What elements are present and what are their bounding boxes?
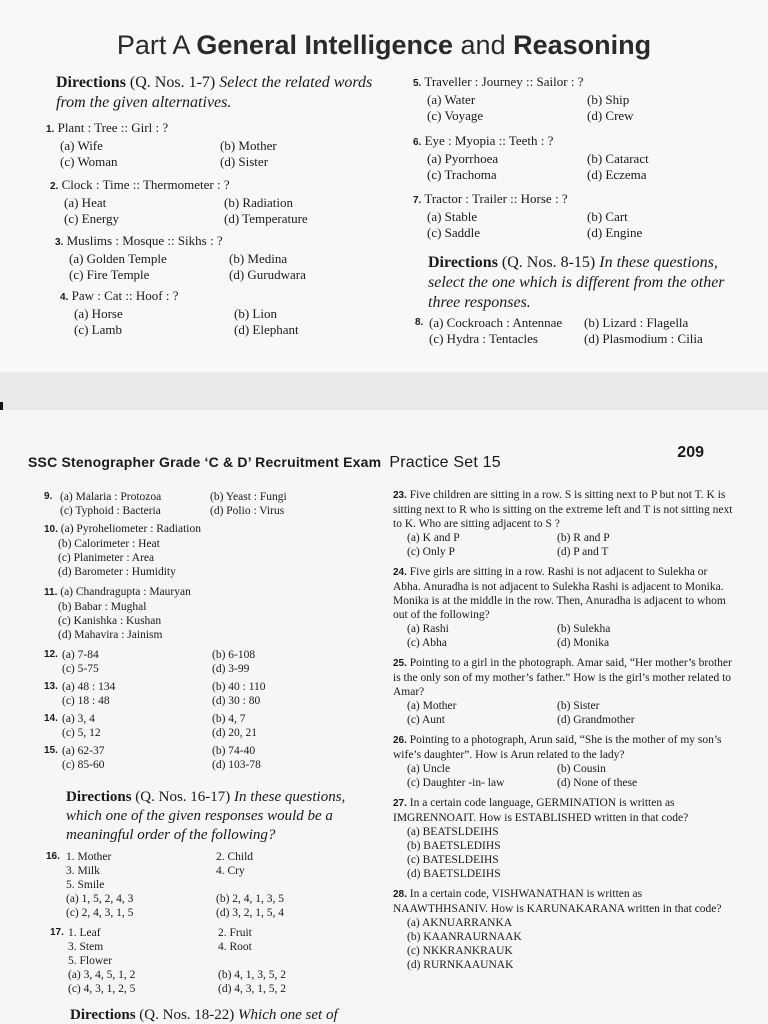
- option-c: (c) Daughter -in- law: [407, 777, 505, 789]
- question-text: Five girls are sitting in a row. Rashi is not adjacent to Sulekha or Abha. Anuradha is not adjacent to Sulekha Rashi is adjacent to Monika. Monika is at the middle in the row. Then, Anuradha is adjacent to whom out of the following?: [393, 566, 726, 621]
- item-5: 5. Flower: [68, 955, 113, 967]
- option-d: (d) BAETSLDEIHS: [407, 868, 501, 880]
- question-4: [60, 288, 390, 338]
- option-c: (c) Lamb: [74, 322, 123, 337]
- option-b: (b) Cousin: [557, 763, 606, 775]
- option-b: (b) Sister: [557, 700, 600, 712]
- option-a: (a) Malaria : Protozoa: [60, 491, 162, 503]
- directions-1: [56, 73, 374, 113]
- question-10: [44, 522, 374, 579]
- option-d: (d) Gurudwara: [229, 267, 306, 282]
- option-c: (c) Woman: [60, 154, 118, 169]
- option-d: (d) Temperature: [224, 211, 308, 226]
- directions-range: (Q. Nos. 18-22): [139, 1007, 235, 1023]
- question-text: Tractor : Trailer :: Horse : ?: [424, 191, 568, 206]
- question-9: [44, 490, 374, 518]
- option-a: (a) K and P: [407, 532, 460, 544]
- option-a: (a) Horse: [74, 306, 123, 321]
- option-b: (b) Cataract: [587, 151, 649, 166]
- title-end: Reasoning: [513, 30, 652, 60]
- option-d: (d) Crew: [587, 108, 634, 123]
- directions-text: Select the related words from the given alternatives.: [56, 74, 373, 111]
- option-d: (d) None of these: [557, 777, 638, 789]
- option-b: (b) Yeast : Fungi: [210, 491, 287, 503]
- question-3: [55, 233, 385, 283]
- page-gap: [0, 372, 768, 410]
- option-c: (c) 5, 12: [62, 727, 101, 739]
- question-text: In a certain code language, GERMINATION is written as IMGRENNOAIT. How is ESTABLISHED written in that code?: [393, 797, 689, 824]
- item-5: 5. Smile: [66, 879, 105, 891]
- page-title: [0, 30, 768, 61]
- question-text: Muslims : Mosque :: Sikhs : ?: [66, 233, 223, 248]
- question-11: [44, 585, 374, 642]
- directions-4: [70, 1006, 390, 1024]
- question-16: [46, 850, 376, 920]
- option-b: (b) Medina: [229, 251, 288, 266]
- left-column: [44, 490, 374, 772]
- option-a: (a) Rashi: [407, 623, 449, 635]
- option-c: (c) Saddle: [427, 225, 481, 240]
- option-a: (a) Golden Temple: [69, 251, 167, 266]
- option-b: (b) BAETSLEDIHS: [407, 840, 501, 852]
- option-d: (d) 30 : 80: [212, 695, 261, 707]
- option-b: (b) Babar : Mughal: [58, 601, 147, 613]
- option-d: (d) Grandmother: [557, 714, 635, 726]
- question-number: 8.: [415, 317, 424, 328]
- option-b: (b) Ship: [587, 92, 630, 107]
- option-d: (d) 3, 2, 1, 5, 4: [216, 907, 285, 919]
- directions-text: In these questions, select the one which is different from the other three responses.: [428, 254, 725, 311]
- question-number: 9.: [44, 491, 53, 502]
- option-c: (c) BATESLDEIHS: [407, 854, 499, 866]
- option-d: (d) Barometer : Humidity: [58, 566, 176, 578]
- option-b: (b) 74-40: [212, 745, 256, 757]
- directions-range: (Q. Nos. 8-15): [501, 254, 596, 271]
- question-number: 11.: [44, 587, 58, 598]
- option-d: (d) 3-99: [212, 663, 250, 675]
- question-number: 7.: [413, 195, 422, 206]
- option-a: (a) AKNUARRANKA: [407, 917, 513, 929]
- question-number: 15.: [44, 745, 58, 756]
- option-b: (b) Lizard : Flagella: [584, 315, 689, 330]
- option-d: (d) Polio : Virus: [210, 505, 285, 517]
- option-a: (a) Cockroach : Antennae: [429, 315, 563, 330]
- option-d: (d) Elephant: [234, 322, 299, 337]
- option-d: (d) Monika: [557, 637, 610, 649]
- question-number: 3.: [55, 237, 64, 248]
- question-number: 13.: [44, 681, 58, 692]
- option-c: (c) Kanishka : Kushan: [58, 615, 162, 627]
- option-a: (a) 3, 4: [62, 713, 95, 725]
- question-text: Plant : Tree :: Girl : ?: [57, 120, 169, 135]
- directions-text: Which one set of: [238, 1007, 338, 1023]
- question-text: Paw : Cat :: Hoof : ?: [71, 288, 179, 303]
- page-edge: [0, 402, 3, 410]
- question-number: 25.: [393, 658, 407, 669]
- option-b: (b) Mother: [220, 138, 277, 153]
- option-b: (b) 6-108: [212, 649, 256, 661]
- option-a: (a) 1, 5, 2, 4, 3: [66, 893, 134, 905]
- option-a: (a) BEATSLDEIHS: [407, 826, 499, 838]
- question-14: [44, 712, 374, 740]
- option-a: (a) 3, 4, 5, 1, 2: [68, 969, 136, 981]
- right-column: [393, 488, 735, 972]
- directions-label: Directions: [428, 254, 498, 271]
- option-d: (d) 4, 3, 1, 5, 2: [218, 983, 287, 995]
- option-d: (d) Engine: [587, 225, 643, 240]
- question-number: 10.: [44, 524, 58, 535]
- item-1: 1. Leaf: [68, 927, 101, 939]
- directions-range: (Q. Nos. 16-17): [135, 789, 231, 805]
- option-d: (d) 103-78: [212, 759, 261, 771]
- question-15: [44, 744, 374, 772]
- question-2: [50, 177, 380, 227]
- directions-label: Directions: [56, 74, 126, 91]
- directions-2: [428, 253, 746, 313]
- question-number: 17.: [50, 927, 64, 938]
- question-8: [415, 315, 745, 347]
- question-number: 12.: [44, 649, 58, 660]
- item-4: 4. Root: [218, 941, 252, 953]
- exam-title: SSC Stenographer Grade ‘C & D’ Recruitment Exam: [28, 454, 382, 470]
- option-a: (a) Heat: [64, 195, 107, 210]
- question-17: [50, 926, 380, 996]
- page-number: 209: [677, 444, 704, 461]
- question-text: Eye : Myopia :: Teeth : ?: [424, 133, 554, 148]
- option-c: (c) 4, 3, 1, 2, 5: [68, 983, 136, 995]
- option-c: (c) Aunt: [407, 714, 446, 726]
- directions-3: [66, 788, 372, 845]
- directions-range: (Q. Nos. 1-7): [129, 74, 216, 91]
- option-c: (c) Energy: [64, 211, 119, 226]
- question-27: [393, 796, 735, 881]
- option-d: (d) Eczema: [587, 167, 647, 182]
- directions-text: In these questions, which one of the given responses would be a meaningful order of the following?: [66, 789, 346, 843]
- option-d: (d) Sister: [220, 154, 269, 169]
- option-a: (a) Chandragupta : Mauryan: [60, 586, 191, 598]
- option-c: (c) Abha: [407, 637, 447, 649]
- option-d: (d) Plasmodium : Cilia: [584, 331, 703, 346]
- option-d: (d) Mahavira : Jainism: [58, 629, 163, 641]
- question-28: [393, 887, 735, 972]
- question-number: 6.: [413, 137, 422, 148]
- question-text: In a certain code, VISHWANATHAN is written as NAAWTHHSANIV. How is KARUNAKARANA written in that code?: [393, 888, 722, 915]
- question-number: 27.: [393, 798, 407, 809]
- option-d: (d) RURNKAAUNAK: [407, 959, 514, 971]
- question-number: 16.: [46, 851, 60, 862]
- question-1: [46, 120, 376, 170]
- option-c: (c) Voyage: [427, 108, 484, 123]
- item-1: 1. Mother: [66, 851, 112, 863]
- option-b: (b) R and P: [557, 532, 610, 544]
- option-b: (b) Cart: [587, 209, 628, 224]
- option-c: (c) NKKRANKRAUK: [407, 945, 513, 957]
- page-bottom: [0, 410, 768, 1024]
- question-number: 1.: [46, 124, 55, 135]
- option-d: (d) P and T: [557, 546, 609, 558]
- directions-label: Directions: [66, 789, 132, 805]
- option-c: (c) Trachoma: [427, 167, 497, 182]
- option-a: (a) 48 : 134: [62, 681, 116, 693]
- option-a: (a) Wife: [60, 138, 103, 153]
- option-a: (a) 62-37: [62, 745, 105, 757]
- option-b: (b) Sulekha: [557, 623, 611, 635]
- question-6: [413, 133, 743, 183]
- item-3: 3. Milk: [66, 865, 100, 877]
- option-d: (d) 20, 21: [212, 727, 258, 739]
- question-12: [44, 648, 374, 676]
- question-text: Pointing to a photograph, Arun said, “She is the mother of my son’s wife’s daughter”. How is Arun related to the lady?: [393, 734, 722, 761]
- question-26: [393, 733, 735, 790]
- option-c: (c) Only P: [407, 546, 455, 558]
- title-and: and: [460, 30, 506, 60]
- option-c: (c) Fire Temple: [69, 267, 150, 282]
- option-c: (c) Planimeter : Area: [58, 552, 155, 564]
- option-a: (a) Uncle: [407, 763, 451, 775]
- option-c: (c) Typhoid : Bacteria: [60, 505, 161, 517]
- question-number: 14.: [44, 713, 58, 724]
- option-b: (b) 4, 7: [212, 713, 246, 725]
- question-text: Pointing to a girl in the photograph. Amar said, “Her mother’s brother is the only son of my mother’s father.” How is the girl’s mother related to Amar?: [393, 657, 732, 698]
- option-b: (b) Calorimeter : Heat: [58, 538, 160, 550]
- directions-label: Directions: [70, 1007, 136, 1023]
- item-3: 3. Stem: [68, 941, 104, 953]
- question-25: [393, 656, 735, 727]
- option-a: (a) Pyroheliometer : Radiation: [60, 523, 201, 535]
- option-a: (a) Pyorrhoea: [427, 151, 499, 166]
- option-b: (b) KAANRAURNAAK: [407, 931, 522, 943]
- question-7: [413, 191, 743, 241]
- option-c: (c) 2, 4, 3, 1, 5: [66, 907, 134, 919]
- option-c: (c) 5-75: [62, 663, 99, 675]
- option-c: (c) 18 : 48: [62, 695, 110, 707]
- question-text: Clock : Time :: Thermometer : ?: [61, 177, 230, 192]
- title-main: General Intelligence: [196, 30, 454, 60]
- question-number: 28.: [393, 889, 407, 900]
- option-a: (a) Water: [427, 92, 476, 107]
- item-2: 2. Fruit: [218, 927, 252, 939]
- question-24: [393, 565, 735, 650]
- option-b: (b) 40 : 110: [212, 681, 266, 693]
- option-b: (b) Lion: [234, 306, 277, 321]
- running-header: [28, 454, 501, 472]
- option-a: (a) Stable: [427, 209, 478, 224]
- option-c: (c) 85-60: [62, 759, 105, 771]
- question-number: 23.: [393, 490, 407, 501]
- item-4: 4. Cry: [216, 865, 245, 877]
- question-13: [44, 680, 374, 708]
- practice-set-label: Practice Set 15: [389, 454, 501, 471]
- question-number: 4.: [60, 292, 69, 303]
- question-number: 2.: [50, 181, 59, 192]
- option-b: (b) Radiation: [224, 195, 293, 210]
- option-b: (b) 2, 4, 1, 3, 5: [216, 893, 285, 905]
- option-b: (b) 4, 1, 3, 5, 2: [218, 969, 287, 981]
- question-text: Five children are sitting in a row. S is sitting next to P but not T. K is sitting next to R who is sitting on the extreme left and T is not sitting next to K. Who are sitting adjacent to S ?: [393, 489, 733, 530]
- option-c: (c) Hydra : Tentacles: [429, 331, 538, 346]
- question-text: Traveller : Journey :: Sailor : ?: [424, 74, 584, 89]
- question-number: 24.: [393, 567, 407, 578]
- question-number: 26.: [393, 735, 407, 746]
- question-5: [413, 74, 743, 124]
- title-part: Part A: [116, 30, 189, 60]
- item-2: 2. Child: [216, 851, 254, 863]
- question-number: 5.: [413, 78, 422, 89]
- option-a: (a) 7-84: [62, 649, 99, 661]
- page-top: [0, 0, 768, 372]
- option-a: (a) Mother: [407, 700, 457, 712]
- question-23: [393, 488, 735, 559]
